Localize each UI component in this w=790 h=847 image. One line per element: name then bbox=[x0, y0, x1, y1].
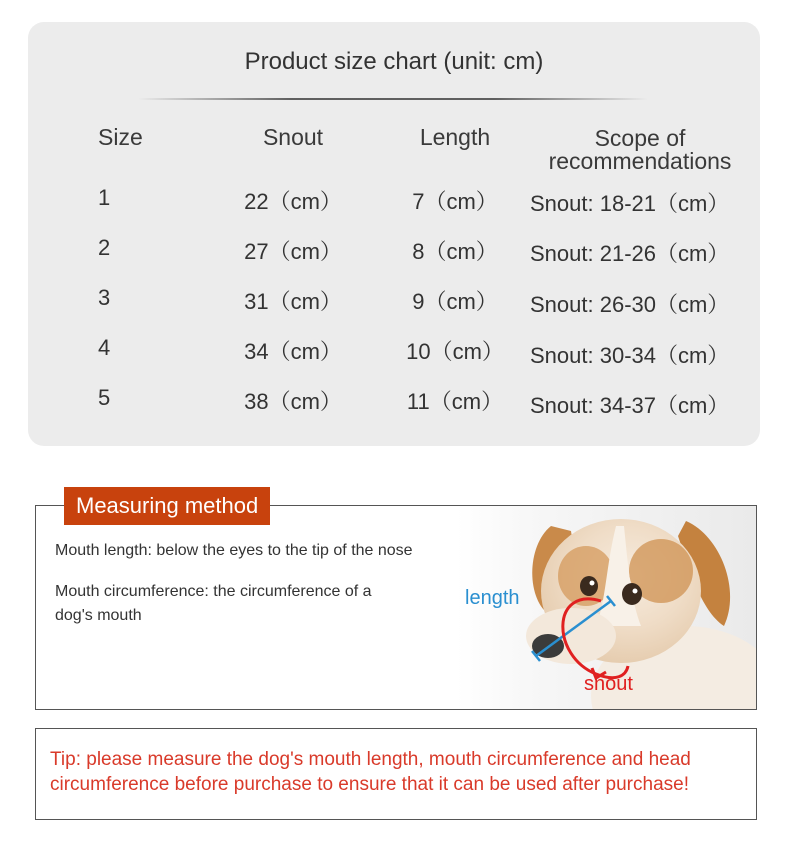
row-3-length: 9（cm） bbox=[412, 289, 498, 314]
mouth-circumference-line2: dog's mouth bbox=[55, 607, 142, 624]
row-1-length: 7（cm） bbox=[412, 189, 498, 214]
row-2-length: 8（cm） bbox=[412, 239, 498, 264]
chart-title: Product size chart (unit: cm) bbox=[244, 48, 544, 75]
header-scope-line1: Scope of bbox=[594, 125, 686, 151]
row-3-scope: Snout: 26-30（cm） bbox=[530, 292, 730, 317]
length-label: length bbox=[465, 587, 520, 609]
mouth-circumference-text bbox=[55, 580, 372, 628]
row-4-scope: Snout: 30-34（cm） bbox=[530, 343, 730, 368]
tip-line1: Tip: please measure the dog's mouth length, mouth circumference and head bbox=[50, 749, 691, 770]
row-5-size: 5 bbox=[98, 385, 111, 410]
row-4-length: 10（cm） bbox=[406, 339, 504, 364]
mouth-length-text: Mouth length: below the eyes to the tip of the nose bbox=[55, 542, 413, 559]
title-divider bbox=[138, 98, 648, 100]
measuring-method-tab: Measuring method bbox=[64, 487, 270, 525]
header-size: Size bbox=[98, 124, 143, 150]
snout-label: snout bbox=[584, 673, 633, 695]
row-1-snout: 22（cm） bbox=[244, 189, 342, 214]
tip-text bbox=[50, 747, 750, 797]
row-5-scope: Snout: 34-37（cm） bbox=[530, 393, 730, 418]
size-chart-card bbox=[28, 22, 760, 446]
row-2-scope: Snout: 21-26（cm） bbox=[530, 241, 730, 266]
row-4-size: 4 bbox=[98, 335, 111, 360]
row-2-snout: 27（cm） bbox=[244, 239, 342, 264]
header-scope-line2: recommendations bbox=[548, 148, 732, 174]
tip-box bbox=[35, 728, 757, 820]
row-3-snout: 31（cm） bbox=[244, 289, 342, 314]
row-2-size: 2 bbox=[98, 235, 111, 260]
row-4-snout: 34（cm） bbox=[244, 339, 342, 364]
row-5-length: 11（cm） bbox=[406, 389, 504, 414]
row-1-size: 1 bbox=[98, 185, 111, 210]
row-1-scope: Snout: 18-21（cm） bbox=[530, 191, 730, 216]
tip-line2: circumference before purchase to ensure that it can be used after purchase! bbox=[50, 774, 689, 795]
header-scope bbox=[530, 127, 750, 173]
mouth-circumference-line1: Mouth circumference: the circumference of a bbox=[55, 583, 372, 600]
header-snout: Snout bbox=[262, 124, 324, 150]
header-length: Length bbox=[419, 124, 491, 150]
row-3-size: 3 bbox=[98, 285, 111, 310]
row-5-snout: 38（cm） bbox=[244, 389, 342, 414]
